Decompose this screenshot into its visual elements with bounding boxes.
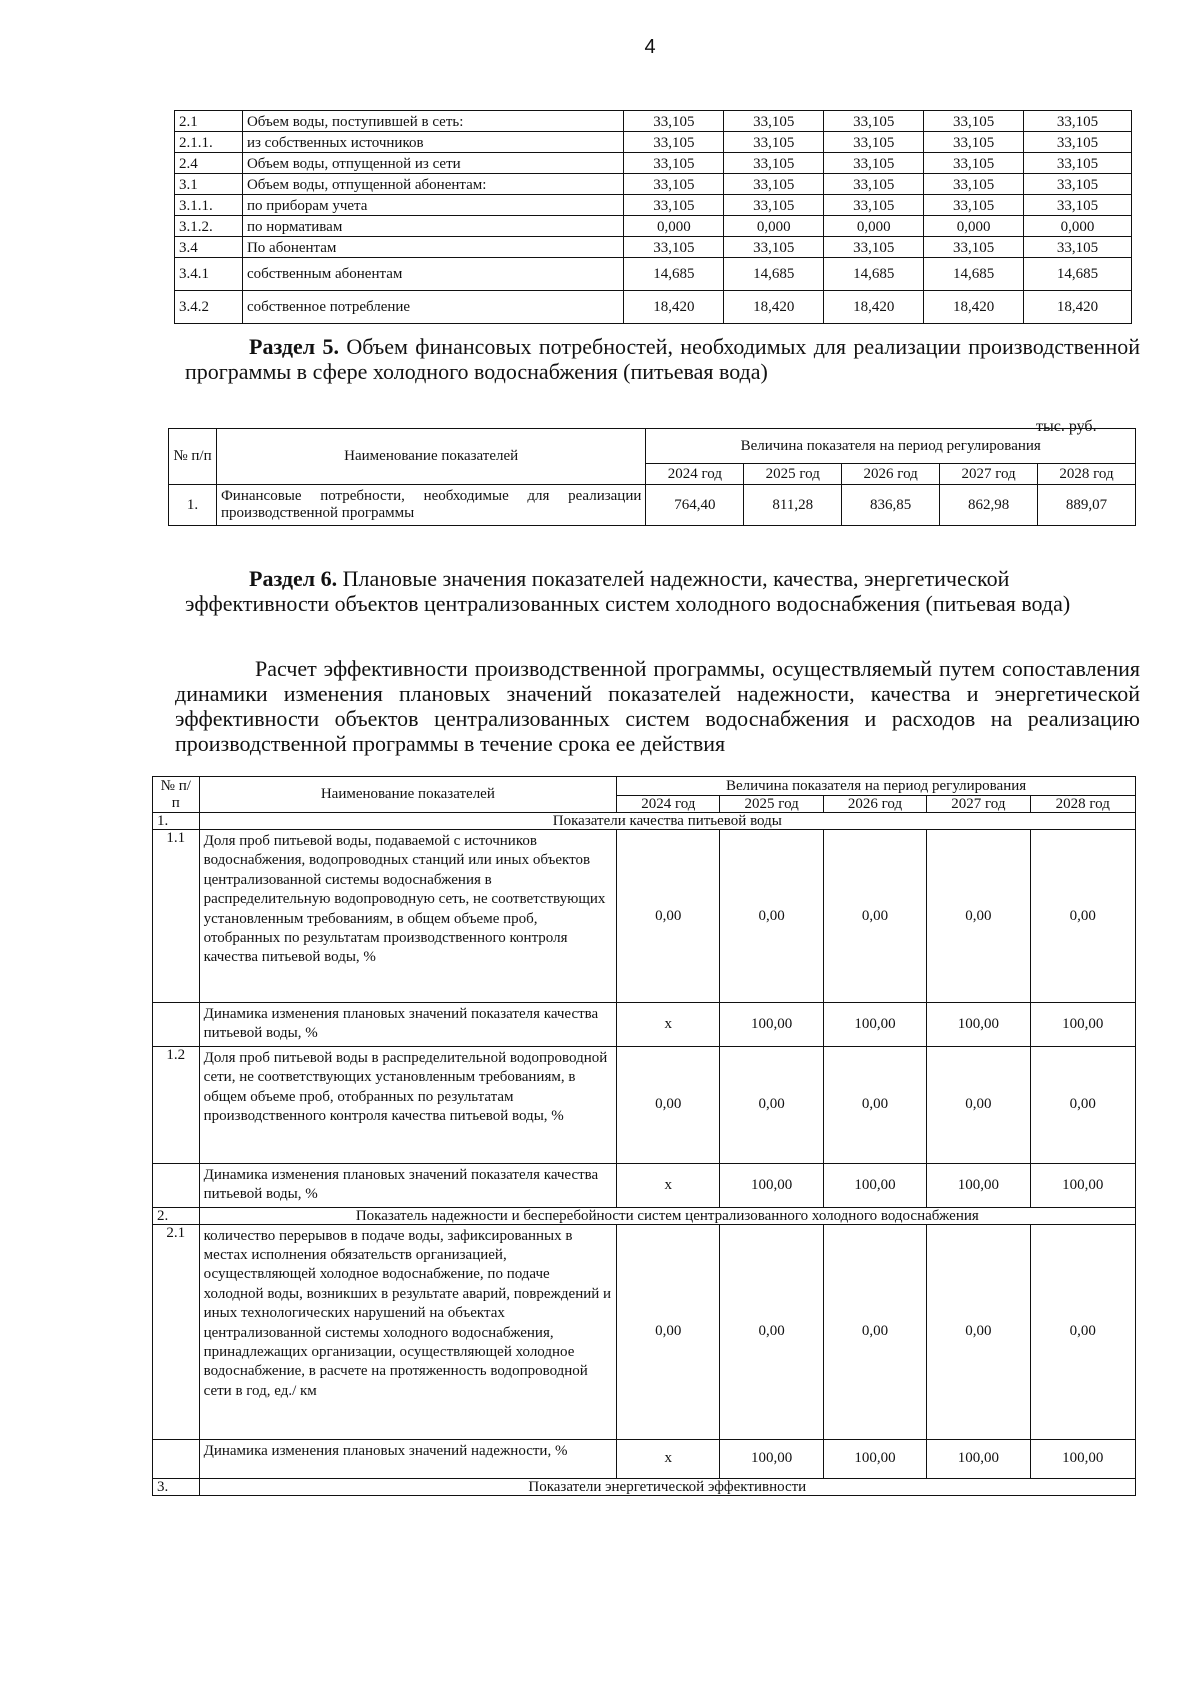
- row-value: 100,00: [823, 1003, 926, 1047]
- row-name: Объем воды, отпущенной абонентам:: [242, 174, 623, 195]
- row-value: 0,00: [1030, 1224, 1135, 1439]
- col-period-header: Величина показателя на период регулирования: [646, 429, 1136, 464]
- row-value: 836,85: [842, 485, 940, 526]
- row-code: 2.1.1.: [175, 132, 243, 153]
- row-name: Доля проб питьевой воды в распределительной водопроводной сети, не соответствующих установленным требованиям, в общем объеме проб, отобранных по результатам производственного контроля качества питьевой воды, %: [199, 1046, 617, 1163]
- row-code: 3.4.1: [175, 258, 243, 291]
- volume-row: [175, 291, 1132, 324]
- row-code: 3.1.2.: [175, 216, 243, 237]
- year-header: 2028 год: [1030, 796, 1135, 813]
- year-header: 2026 год: [842, 464, 940, 485]
- row-value: 14,685: [924, 258, 1024, 291]
- indicator-row: [153, 1003, 1136, 1047]
- row-value: 0,00: [720, 1046, 823, 1163]
- indicator-row: [153, 1046, 1136, 1163]
- indicator-row: [153, 1439, 1136, 1478]
- row-value: 0,00: [617, 1224, 720, 1439]
- indicator-row: [153, 1163, 1136, 1207]
- section-no: 2.: [153, 1207, 200, 1224]
- row-value: 33,105: [824, 153, 924, 174]
- row-code: 2.1: [175, 111, 243, 132]
- row-value: 811,28: [744, 485, 842, 526]
- section5-title: Объем финансовых потребностей, необходимых для реализации производственной программы в сфере холодного водоснабжения (питьевая вода): [185, 334, 1141, 384]
- indicator-row: [153, 830, 1136, 1003]
- row-value: 18,420: [624, 291, 724, 324]
- row-value: 100,00: [1030, 1163, 1135, 1207]
- row-value: 0,000: [824, 216, 924, 237]
- row-value: 100,00: [720, 1003, 823, 1047]
- row-value: 0,00: [823, 1046, 926, 1163]
- row-code: 3.4: [175, 237, 243, 258]
- row-value: 33,105: [924, 237, 1024, 258]
- row-value: 33,105: [824, 111, 924, 132]
- row-value: 33,105: [724, 153, 824, 174]
- row-name: Объем воды, отпущенной из сети: [242, 153, 623, 174]
- row-value: 100,00: [927, 1003, 1030, 1047]
- row-name: Динамика изменения плановых значений показателя качества питьевой воды, %: [199, 1163, 617, 1207]
- section6-heading: [185, 566, 1140, 616]
- row-value: 33,105: [924, 111, 1024, 132]
- row-name: собственным абонентам: [242, 258, 623, 291]
- row-value: 33,105: [624, 195, 724, 216]
- row-name: из собственных источников: [242, 132, 623, 153]
- row-value: 18,420: [824, 291, 924, 324]
- row-value: 18,420: [724, 291, 824, 324]
- row-value: 0,00: [927, 1046, 1030, 1163]
- row-value: 100,00: [823, 1439, 926, 1478]
- row-no: [153, 1439, 200, 1478]
- row-value: 18,420: [1024, 291, 1132, 324]
- row-name: собственное потребление: [242, 291, 623, 324]
- row-code: 3.1.1.: [175, 195, 243, 216]
- row-value: 100,00: [1030, 1439, 1135, 1478]
- row-value: 0,00: [927, 830, 1030, 1003]
- row-value: 33,105: [724, 174, 824, 195]
- row-name: Доля проб питьевой воды, подаваемой с источников водоснабжения, водопроводных станций или иных объектов централизованной системы водоснабжения в распределительную водопроводную сеть, не соответствующих установленным требованиям, в общем объеме проб, отобранных по результатам производственного контроля качества питьевой воды, %: [199, 830, 617, 1003]
- row-code: 2.4: [175, 153, 243, 174]
- water-volume-table: [174, 110, 1132, 324]
- row-value: 100,00: [823, 1163, 926, 1207]
- water-volume-rows: [175, 111, 1132, 324]
- volume-row: [175, 195, 1132, 216]
- row-code: 3.1: [175, 174, 243, 195]
- row-name: Объем воды, поступившей в сеть:: [242, 111, 623, 132]
- row-value: 33,105: [824, 237, 924, 258]
- row-value: 0,00: [720, 1224, 823, 1439]
- volume-row: [175, 258, 1132, 291]
- volume-row: [175, 111, 1132, 132]
- row-value: 33,105: [924, 174, 1024, 195]
- row-value: 33,105: [924, 132, 1024, 153]
- row-name: Финансовые потребности, необходимые для реализации производственной программы: [216, 485, 645, 526]
- section5-label: Раздел 5.: [249, 334, 339, 359]
- indicators-rows: [153, 777, 1136, 1496]
- row-value: 33,105: [624, 237, 724, 258]
- row-value: 33,105: [1024, 132, 1132, 153]
- section-no: 1.: [153, 813, 200, 830]
- year-header: 2024 год: [646, 464, 744, 485]
- section-row: [153, 1478, 1136, 1495]
- row-value: 33,105: [724, 111, 824, 132]
- financial-rows: [169, 485, 1136, 526]
- row-value: 33,105: [624, 174, 724, 195]
- row-value: 33,105: [1024, 195, 1132, 216]
- row-value: 33,105: [924, 195, 1024, 216]
- row-no: [153, 1003, 200, 1047]
- row-code: 3.4.2: [175, 291, 243, 324]
- indicators-table: [152, 776, 1136, 1496]
- year-header: 2024 год: [617, 796, 720, 813]
- row-value: 0,00: [1030, 1046, 1135, 1163]
- row-value: 33,105: [824, 195, 924, 216]
- year-header: 2026 год: [823, 796, 926, 813]
- row-no: 1.2: [153, 1046, 200, 1163]
- year-header: 2027 год: [940, 464, 1038, 485]
- row-value: 33,105: [724, 195, 824, 216]
- row-value: 100,00: [720, 1163, 823, 1207]
- row-value: 18,420: [924, 291, 1024, 324]
- row-value: 33,105: [624, 111, 724, 132]
- header-row: [153, 777, 1136, 796]
- indicator-row: [153, 1224, 1136, 1439]
- section6-title: Плановые значения показателей надежности, качества, энергетической эффективности объектов централизованных систем холодного водоснабжения (питьевая вода): [185, 566, 1071, 616]
- row-value: 0,00: [617, 830, 720, 1003]
- row-value: 100,00: [927, 1439, 1030, 1478]
- row-value: 0,00: [927, 1224, 1030, 1439]
- row-value: 33,105: [824, 174, 924, 195]
- col-name-header: Наименование показателей: [199, 777, 617, 813]
- section-row: [153, 1207, 1136, 1224]
- row-value: 0,00: [1030, 830, 1135, 1003]
- section5-heading: [185, 334, 1140, 384]
- financial-row: [169, 485, 1136, 526]
- col-period-header: Величина показателя на период регулирования: [617, 777, 1136, 796]
- volume-row: [175, 216, 1132, 237]
- row-value: 33,105: [624, 153, 724, 174]
- row-value: 33,105: [1024, 237, 1132, 258]
- row-value: x: [617, 1163, 720, 1207]
- row-value: 33,105: [1024, 153, 1132, 174]
- row-no: 2.1: [153, 1224, 200, 1439]
- row-value: 33,105: [1024, 111, 1132, 132]
- row-value: 33,105: [824, 132, 924, 153]
- row-name: Динамика изменения плановых значений показателя качества питьевой воды, %: [199, 1003, 617, 1047]
- col-no-header: № п/п: [153, 777, 200, 813]
- row-value: 100,00: [1030, 1003, 1135, 1047]
- section-no: 3.: [153, 1478, 200, 1495]
- year-header: 2027 год: [927, 796, 1030, 813]
- row-value: 0,00: [720, 830, 823, 1003]
- row-value: 33,105: [624, 132, 724, 153]
- row-no: 1.: [169, 485, 217, 526]
- row-value: 100,00: [720, 1439, 823, 1478]
- row-value: 33,105: [724, 132, 824, 153]
- section-title: Показатели энергетической эффективности: [199, 1478, 1135, 1495]
- row-value: 889,07: [1038, 485, 1136, 526]
- section-row: [153, 813, 1136, 830]
- row-value: x: [617, 1003, 720, 1047]
- row-value: 0,000: [924, 216, 1024, 237]
- year-header: 2028 год: [1038, 464, 1136, 485]
- row-value: 100,00: [927, 1163, 1030, 1207]
- row-value: 764,40: [646, 485, 744, 526]
- row-no: 1.1: [153, 830, 200, 1003]
- row-value: 862,98: [940, 485, 1038, 526]
- row-name: количество перерывов в подаче воды, зафиксированных в местах исполнения обязательств организацией, осуществляющей холодное водоснабжение, по подаче холодной воды, возникших в результате аварий, повреждений и иных технологических нарушений на объектах централизованной системы холодного водоснабжения, принадлежащих организации, осуществляющей холодное водоснабжение, в расчете на протяженность водопроводной сети в год, ед./ км: [199, 1224, 617, 1439]
- volume-row: [175, 174, 1132, 195]
- section6-paragraph: Расчет эффективности производственной программы, осуществляемый путем сопоставления динамики изменения плановых значений показателей надежности, качества и энергетической эффективности объектов централизованных систем водоснабжения и расходов на реализацию производственной программы в течение срока ее действия: [175, 656, 1140, 756]
- row-name: по нормативам: [242, 216, 623, 237]
- row-value: 0,00: [823, 830, 926, 1003]
- row-value: 14,685: [624, 258, 724, 291]
- financial-needs-table: [168, 428, 1136, 526]
- units-label: тыс. руб.: [1036, 418, 1097, 435]
- section-title: Показатели качества питьевой воды: [199, 813, 1135, 830]
- row-value: 0,000: [1024, 216, 1132, 237]
- row-value: 14,685: [1024, 258, 1132, 291]
- row-name: По абонентам: [242, 237, 623, 258]
- year-header: 2025 год: [720, 796, 823, 813]
- col-no-header: № п/п: [169, 429, 217, 485]
- volume-row: [175, 132, 1132, 153]
- row-name: по приборам учета: [242, 195, 623, 216]
- volume-row: [175, 237, 1132, 258]
- row-value: 14,685: [724, 258, 824, 291]
- section-title: Показатель надежности и бесперебойности систем централизованного холодного водоснабжения: [199, 1207, 1135, 1224]
- row-value: 14,685: [824, 258, 924, 291]
- row-value: x: [617, 1439, 720, 1478]
- row-value: 0,00: [823, 1224, 926, 1439]
- section6-label: Раздел 6.: [249, 566, 338, 591]
- row-value: 0,000: [624, 216, 724, 237]
- row-value: 33,105: [1024, 174, 1132, 195]
- year-header: 2025 год: [744, 464, 842, 485]
- volume-row: [175, 153, 1132, 174]
- row-value: 33,105: [724, 237, 824, 258]
- row-value: 0,000: [724, 216, 824, 237]
- col-name-header: Наименование показателей: [216, 429, 645, 485]
- page-number: 4: [644, 36, 656, 58]
- row-no: [153, 1163, 200, 1207]
- row-value: 33,105: [924, 153, 1024, 174]
- row-name: Динамика изменения плановых значений надежности, %: [199, 1439, 617, 1478]
- row-value: 0,00: [617, 1046, 720, 1163]
